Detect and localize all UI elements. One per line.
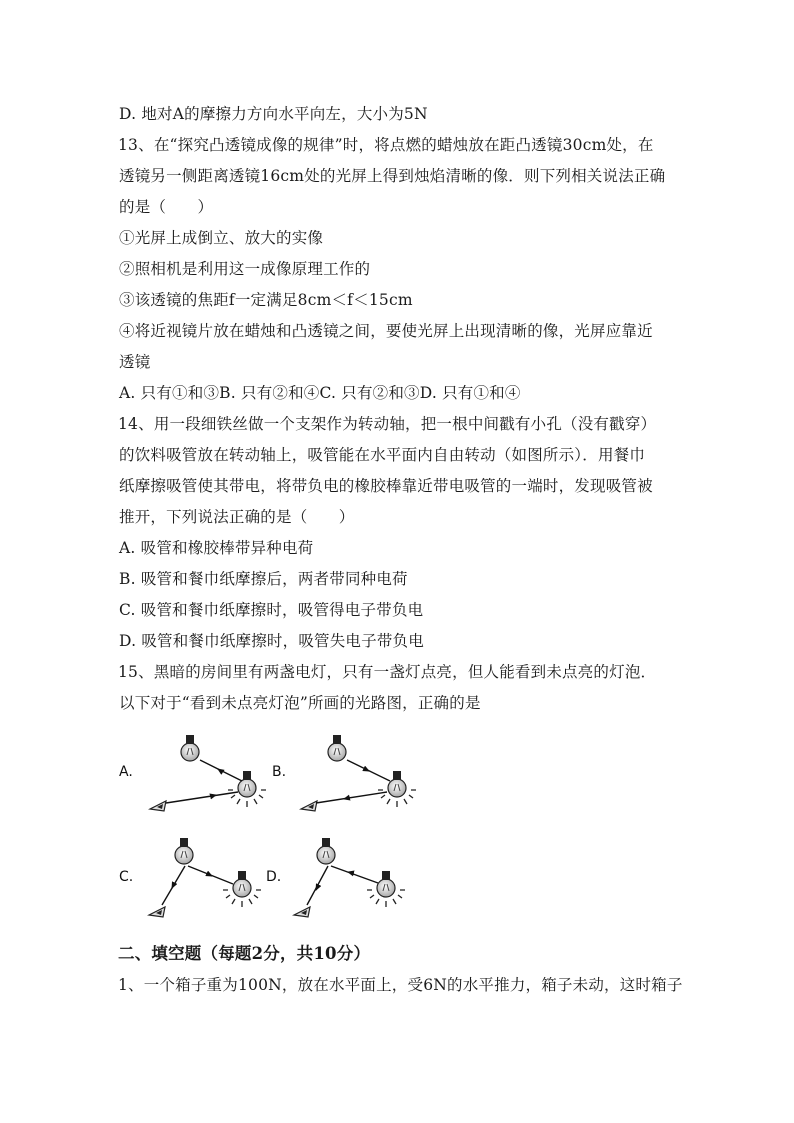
q13-statement-3: ③该透镜的焦距f一定满足8cm＜f＜15cm (119, 291, 413, 309)
figure-label-a: A. (119, 764, 133, 780)
lit-bulb-icon (233, 871, 251, 897)
lit-bulb-icon (388, 771, 406, 797)
q13-stem-line-3: 的是（ ） (119, 198, 214, 216)
ray-arrow (218, 769, 221, 771)
light-ray-line (316, 792, 387, 803)
q13-stem-line-2: 透镜另一侧距离透镜16cm处的光屏上得到烛焰清晰的像．则下列相关说法正确 (119, 167, 666, 185)
eye-icon (150, 801, 166, 811)
q14-stem-line-2: 的饮料吸管放在转动轴上，吸管能在水平面内自由转动（如图所示）．用餐巾 (119, 446, 646, 464)
q14-option-c: C. 吸管和餐巾纸摩擦时，吸管得电子带负电 (119, 601, 424, 619)
eye-icon (294, 907, 310, 917)
ray-arrow (172, 884, 174, 888)
lit-bulb-icon (377, 871, 395, 897)
q12-option-d: D. 地对A的摩擦力方向水平向左，大小为5N (119, 105, 428, 123)
q14-option-a: A. 吸管和橡胶棒带异种电荷 (119, 539, 314, 557)
fill-in-question-1: 1、一个箱子重为100N，放在水平面上，受6N的水平推力，箱子未动，这时箱子 (118, 976, 683, 994)
q15-stem-line-1: 15、黑暗的房间里有两盏电灯，只有一盏灯点亮，但人能看到未点亮的灯泡． (118, 663, 657, 681)
unlit-bulb-icon (328, 735, 346, 761)
figure-label-c: C. (119, 869, 134, 885)
diagram-c (149, 838, 261, 917)
q13-statement-4-cont: 透镜 (119, 353, 151, 371)
eye-icon (301, 801, 317, 811)
q14-stem-line-4: 推开，下列说法正确的是（ ） (119, 508, 355, 526)
q13-choices: A. 只有①和③B. 只有②和④C. 只有②和③D. 只有①和④ (119, 384, 521, 402)
lit-bulb-icon (238, 771, 256, 797)
q14-option-d: D. 吸管和餐巾纸摩擦时，吸管失电子带负电 (119, 632, 424, 650)
q13-statement-2: ②照相机是利用这一成像原理工作的 (119, 260, 371, 278)
section-heading-fill-in: 二、填空题（每题2分，共10分） (118, 944, 371, 963)
ray-arrow (212, 795, 216, 796)
light-ray-line (307, 866, 328, 905)
figure-label-b: B. (272, 764, 287, 780)
diagram-b (301, 735, 416, 811)
unlit-bulb-icon (317, 838, 335, 864)
ray-arrow (365, 769, 369, 771)
q14-option-b: B. 吸管和餐巾纸摩擦后，两者带同种电荷 (119, 570, 408, 588)
eye-icon (149, 907, 165, 917)
figure-label-d: D. (266, 869, 282, 885)
q15-stem-line-2: 以下对于“看到未点亮灯泡”所画的光路图，正确的是 (119, 694, 481, 712)
unlit-bulb-icon (175, 838, 193, 864)
q13-statement-4: ④将近视镜片放在蜡烛和凸透镜之间，要使光屏上出现清晰的像，光屏应靠近 (119, 322, 653, 340)
light-ray-line (166, 792, 238, 803)
q13-stem-line-1: 13、在“探究凸透镜成像的规律”时，将点燃的蜡烛放在距凸透镜30cm处，在 (118, 136, 654, 154)
ray-arrow (348, 872, 352, 873)
ray-arrow (208, 874, 212, 876)
unlit-bulb-icon (181, 735, 199, 761)
ray-arrow (344, 798, 348, 799)
light-ray-line (331, 866, 378, 883)
q13-statement-1: ①光屏上成倒立、放大的实像 (119, 229, 324, 247)
q14-stem-line-3: 纸摩擦吸管使其带电，将带负电的橡胶棒靠近带电吸管的一端时，发现吸管被 (119, 477, 653, 495)
diagram-a (150, 735, 266, 811)
diagram-d (294, 838, 405, 917)
q14-stem-line-1: 14、用一段细铁丝做一个支架作为转动轴，把一根中间戳有小孔（没有戳穿） (118, 415, 657, 433)
